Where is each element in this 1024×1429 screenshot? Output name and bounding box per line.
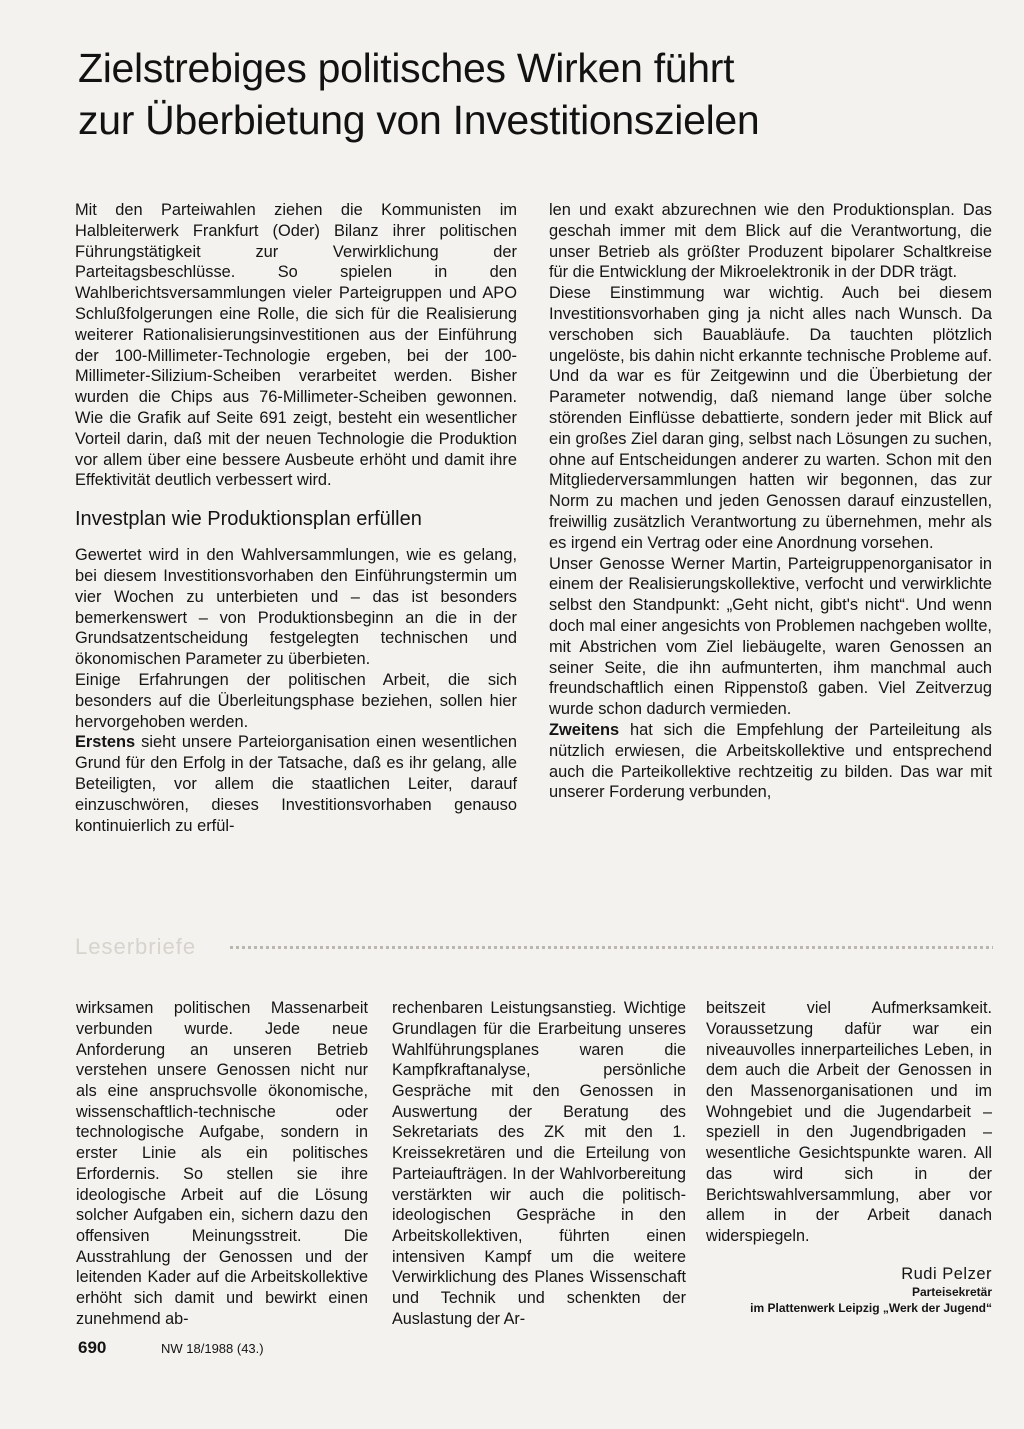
- signature-name: Rudi Pelzer: [901, 1264, 992, 1283]
- article-paragraph: rechenbaren Leistungsanstieg. Wichtige Grundlagen für die Erarbeitung unseres Wahlführungsplanes waren die Kampfkraftanalyse, persönliche Gespräche mit den Genossen in Auswertung der Beratung des Sekretariats des ZK mit den 1. Kreissekretären und die Erteilung von Parteiaufträgen. In der Wahlvorbereitung verstärkten wir auch die politisch-ideologischen Gespräche in den Arbeitskollektiven, führten einen intensiven Kampf um die weitere Verwirklichung des Planes Wissenschaft und Technik und schenkten der Auslastung der Ar-: [392, 999, 686, 1328]
- headline-line-2: zur Überbietung von Investitionszielen: [78, 97, 760, 143]
- article-paragraph: len und exakt abzurechnen wie den Produktionsplan. Das geschah immer mit dem Blick auf die Verantwortung, die unser Betrieb als größter Produzent bipolarer Schaltkreise für die Entwicklung der Mikroelektronik in der DDR trägt.: [549, 201, 992, 282]
- section-bar: [75, 935, 993, 959]
- signature-role: Parteisekretär: [911, 1284, 992, 1299]
- bottom-column-3: [706, 982, 992, 1316]
- page-number: 690: [78, 1338, 107, 1357]
- paragraph-text: hat sich die Empfehlung der Parteileitung als nützlich erwiesen, die Arbeitskollektive und entsprechend auch die Parteikollektive rechtzeitig zu bilden. Das war mit unserer Forderung verbunden,: [549, 720, 992, 802]
- signature-affiliation: im Plattenwerk Leipzig „Werk der Jugend“: [750, 1300, 992, 1315]
- section-label: Leserbriefe: [75, 934, 197, 959]
- bottom-column-2: [392, 982, 686, 1346]
- headline-line-1: Zielstrebiges politisches Wirken führt: [78, 45, 735, 91]
- issue-reference: NW 18/1988 (43.): [161, 1341, 264, 1356]
- bottom-column-1: [76, 982, 368, 1346]
- article-paragraph: Gewertet wird in den Wahlversammlungen, wie es gelang, bei diesem Investitionsvorhaben den Einführungstermin um vier Wochen zu unterbieten und – das ist besonders bemerkenswert – von Produktionsbeginn an die in der Grundsatzentscheidung festgelegten technischen und ökonomischen Parameter zu überbieten.: [75, 546, 517, 669]
- article-paragraph: Mit den Parteiwahlen ziehen die Kommunisten im Halbleiterwerk Frankfurt (Oder) Bilanz ihrer politischen Führungstätigkeit zur Verwirklichung der Parteitagsbeschlüsse. So spielen in den Wahlberichtsversammlungen vieler Parteigruppen und APO Schlußfolgerungen eine Rolle, die sich für die Realisierung weiterer Rationalisierungsinvestitionen aus der Einführung der 100-Millimeter-Technologie ergeben, bei der 100-Millimeter-Silizium-Scheiben verarbeitet werden. Bisher wurden die Chips aus 76-Millimeter-Scheiben gewonnen. Wie die Grafik auf Seite 691 zeigt, besteht ein wesentlicher Vorteil darin, daß mit der neuen Technologie die Produktion vor allem über eine bessere Ausbeute erhöht und damit ihre Effektivität deutlich verbessert wird.: [75, 201, 517, 490]
- lead-word: Zweitens: [549, 720, 620, 739]
- headline: [78, 42, 898, 146]
- article-paragraph: beitszeit viel Aufmerksamkeit. Voraussetzung dafür war ein niveauvolles innerparteiliches Leben, in dem auch die Arbeit der Genossen in den Massenorganisationen und im Wohngebiet und die Jugendarbeit – speziell in den Jugendbrigaden – wesentliche Gesichtspunkte waren. All das wird sich in der Berichtswahlversammlung, aber vor allem in der Arbeit danach widerspiegeln.: [706, 999, 992, 1245]
- article-paragraph: [75, 732, 517, 836]
- article-paragraph: Diese Einstimmung war wichtig. Auch bei diesem Investitionsvorhaben ging ja nicht alles nach Wunsch. Da verschoben sich Bauabläufe. Da tauchten plötzlich ungelöste, bis dahin nicht erkannte technische Probleme auf. Und da war es für Zeitgewinn und die Überbietung der Parameter notwendig, daß niemand lange über solche störenden Einflüsse debattierte, sondern jeder mit Blick auf ein großes Ziel daran ging, selbst nach Lösungen zu suchen, ohne auf Entscheidungen anderer zu warten. Schon mit den Mitgliederversammlungen hatten wir begonnen, das zur Norm zu machen und jeden Genossen darauf einzustellen, freiwillig zusätzlich Verantwortung zu übernehmen, mehr als es irgend ein Vertrag oder eine Anordnung vorsehen.: [549, 284, 992, 552]
- article-column-2: [549, 200, 992, 803]
- paragraph-text: sieht unsere Parteiorganisation einen wesentlichen Grund für den Erfolg in der Tatsache, daß es ihr gelang, alle Beteiligten, vor allem die staatlichen Leiter, darauf einzuschwören, dieses Investitionsvorhaben genauso kontinuierlich zu erfül-: [75, 733, 517, 835]
- article-paragraph: Unser Genosse Werner Martin, Parteigruppenorganisator in einem der Realisierungskollektive, verfocht und verwirklichte selbst den Standpunkt: „Geht nicht, gibt's nicht“. Und wenn doch mal einer angesichts von Problemen nachgeben wollte, mit Abstrichen vom Ziel liebäugelte, waren Genossen an seiner Seite, die ihn aufmunterten, ihm manchmal auch freundschaftlich einen Rippenstoß gaben. Viel Zeitverzug wurde schon dadurch vermieden.: [549, 554, 992, 719]
- lead-word: Erstens: [75, 733, 136, 752]
- article-paragraph: wirksamen politischen Massenarbeit verbunden wurde. Jede neue Anforderung an unseren Betrieb verstehen unsere Genossen nicht nur als eine anspruchsvolle ökonomische, wissenschaftlich-technische oder technologische Aufgabe, sondern in erster Linie als ein politisches Erfordernis. So stellen sie ihre ideologische Arbeit auf die Lösung solcher Aufgaben ein, sichern dazu den offensiven Meinungsstreit. Die Ausstrahlung der Genossen und der leitenden Kader auf die Arbeitskollektive erhöht sich damit und bewirkt einen zunehmend ab-: [76, 999, 368, 1328]
- article-column-1: [75, 200, 517, 836]
- dotted-rule: [230, 946, 993, 949]
- article-paragraph: [549, 720, 992, 803]
- article-paragraph: Einige Erfahrungen der politischen Arbeit, die sich besonders auf die Überleitungsphase beziehen, sollen hier hervorgehoben werden.: [75, 670, 517, 731]
- article-subheading: Investplan wie Produktionsplan erfüllen: [75, 508, 422, 531]
